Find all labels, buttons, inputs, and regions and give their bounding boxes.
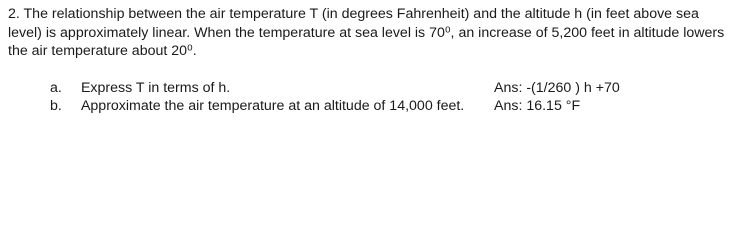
part-a [50, 79, 730, 97]
part-b [50, 97, 730, 115]
part-a-question: Express T in terms of h. [80, 80, 231, 96]
part-b-answer: Ans: 16.15 °F [494, 98, 581, 114]
part-a-marker: a. [50, 80, 62, 96]
part-a-answer: Ans: -(1/260 ) h +70 [494, 80, 620, 96]
problem-statement: 2. The relationship between the air temperature T (in degrees Fahrenheit) and the altitude h (in feet above sea level) is approximately linear. When the temperature at sea level is 70⁰, an increase of 5,200 feet in altitude lowers the air temperature about 20⁰. [8, 6, 725, 59]
question-parts [50, 79, 730, 115]
part-b-question: Approximate the air temperature at an altitude of 14,000 feet. [80, 98, 465, 114]
part-b-marker: b. [50, 98, 62, 114]
